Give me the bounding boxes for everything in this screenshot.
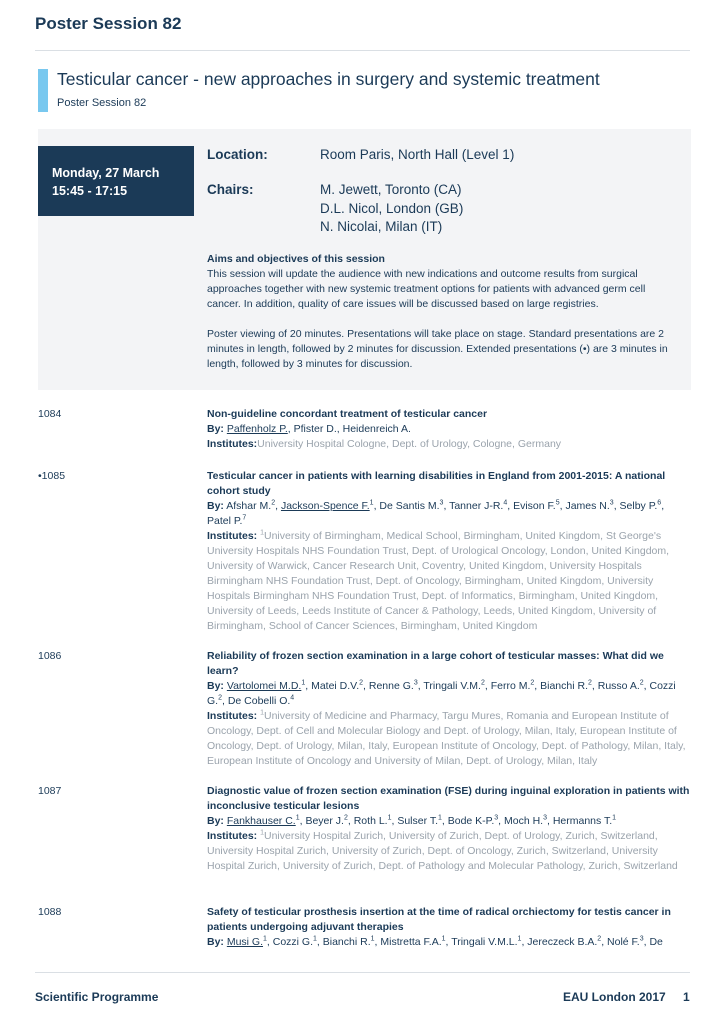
- abstract-number: 1086: [38, 650, 62, 662]
- viewing-text: Poster viewing of 20 minutes. Presentations will take place on stage. Standard presentations are 2 minutes in length, followed by 2 minutes for discussion. Extended presentations (•) are 3 minutes in length, followed by 3 minutes for discussion.: [207, 328, 668, 370]
- footer-programme: Scientific Programme: [35, 990, 159, 1004]
- abstract-institutes: Institutes: $^1$University Hospital Zurich, University of Zurich, Dept. of Urology, Zurich, Switzerland, University Hospital Zurich, University of Zurich, Dept. of Oncology, Zurich, Switzerland, University Hospital Zurich, University of Zurich, Dept. of Pathology and Molecular Pathology, Zurich, Switzerland: [207, 829, 678, 872]
- chair-item: M. Jewett, Toronto (CA): [320, 182, 462, 197]
- abstract-institutes: Institutes:University Hospital Cologne, Dept. of Urology, Cologne, Germany: [207, 438, 562, 450]
- abstract-number: 1087: [38, 785, 62, 797]
- abstract-title[interactable]: Diagnostic value of frozen section examination (FSE) during inguinal exploration in patients with inconclusive testicular lesions: [207, 785, 690, 812]
- abstract-title[interactable]: Reliability of frozen section examination in a large cohort of testicular masses: What did we learn?: [207, 650, 664, 677]
- abstract-authors: By: Fankhauser C.$^1$, Beyer J.$^2$, Roth L.$^1$, Sulser T.$^1$, Bode K-P.$^3$, Moch H.$^3$, Hermanns T.$^1$: [207, 814, 617, 827]
- presenter-name: Jackson-Spence F.: [280, 500, 370, 512]
- presenter-name: Vartolomei M.D.: [226, 680, 302, 692]
- chair-item: D.L. Nicol, London (GB): [320, 200, 464, 216]
- abstract-title[interactable]: Non-guideline concordant treatment of testicular cancer: [207, 408, 488, 420]
- chairs-list: [320, 181, 463, 237]
- abstract-authors: By: Musi G.$^1$, Cozzi G.$^1$, Bianchi R.$^1$, Mistretta F.A.$^1$, Tringali V.M.L.$^1$, Jereczeck B.A.$^2$, Nolé F.$^3$, De: [207, 935, 663, 948]
- footer-event: EAU London 2017: [563, 990, 666, 1004]
- abstract-authors: By: Vartolomei M.D.$^1$, Matei D.V.$^2$, Renne G.$^3$, Tringali V.M.$^2$, Ferro M.$^2$, Bianchi R.$^2$, Russo A.$^2$, Cozzi G.$^2$, De Cobelli O.$^4$: [207, 679, 676, 707]
- abstract-institutes: Institutes: $^1$University of Medicine and Pharmacy, Targu Mures, Romania and European Institute of Oncology, Dept. of Cell and Molecular Biology and Dept. of Urology, Milan, Italy, European Institute of Oncology, Dept. of Urology, Milan, Italy, European Institute of Oncology, Dept. of Pathology, Milan, Italy, European Institute of Oncology and University of Milan, Dept. of Urology, Milan, Italy: [207, 709, 686, 767]
- session-subtitle: Poster Session 82: [57, 97, 147, 109]
- location-value: Room Paris, North Hall (Level 1): [320, 147, 515, 162]
- abstract-title[interactable]: Testicular cancer in patients with learning disabilities in England from 2001-2015: A national cohort study: [207, 470, 666, 497]
- presenter-name: Musi G.: [226, 936, 264, 948]
- header-divider: [35, 50, 690, 51]
- session-aims: [207, 252, 677, 372]
- session-datetime-box: [38, 146, 194, 216]
- abstract-number: 1084: [38, 408, 62, 420]
- chair-item: N. Nicolai, Milan (IT): [320, 219, 443, 234]
- abstract-authors: By: Paffenholz P., Pfister D., Heidenreich A.: [207, 423, 411, 435]
- chairs-label: Chairs:: [207, 182, 254, 197]
- session-date: Monday, 27 March: [52, 166, 160, 180]
- presenter-name: Fankhauser C.: [226, 815, 296, 827]
- session-accent-bar: [38, 69, 48, 112]
- location-label: Location:: [207, 147, 268, 162]
- footer-divider: [35, 972, 690, 973]
- abstract-authors: By: Afshar M.$^2$, Jackson-Spence F.$^1$, De Santis M.$^3$, Tanner J-R.$^4$, Evison F.$^5$, James N.$^3$, Selby P.$^6$, Patel P.$^7$: [207, 499, 665, 527]
- session-title: Testicular cancer - new approaches in surgery and systemic treatment: [57, 69, 600, 89]
- abstract-number: 1088: [38, 906, 62, 918]
- abstract-institutes: Institutes: $^1$University of Birmingham, Medical School, Birmingham, United Kingdom, St George's University Hospitals NHS Foundation Trust, Dept. of Urological Oncology, London, United Kingdom, University of Warwick, Cancer Research Unit, Coventry, United Kingdom, University Hospitals Birmingham NHS Foundation Trust, Dept. of Oncology, Birmingham, United Kingdom, University Hospitals Birmingham NHS Foundation Trust, Dept. of Informatics, Birmingham, United Kingdom, University of Leeds, Leeds Institute of Cancer & Pathology, Leeds, United Kingdom, University of Birmingham, School of Cancer Sciences, Birmingham, United Kingdom: [207, 529, 670, 632]
- page-header-title: Poster Session 82: [35, 14, 182, 33]
- aims-text: This session will update the audience with new indications and outcome results from surgical approaches together with new systemic treatment options for patients with advanced germ cell cancer. In addition, quality of care issues will be discussed based on large registries.: [207, 268, 646, 310]
- abstract-number: •1085: [38, 470, 66, 482]
- presenter-name: Paffenholz P.: [226, 423, 288, 435]
- session-time: 15:45 - 17:15: [52, 184, 128, 198]
- footer-page-number: 1: [683, 990, 690, 1004]
- abstract-title[interactable]: Safety of testicular prosthesis insertion at the time of radical orchiectomy for testis cancer in patients undergoing adjuvant therapies: [207, 906, 671, 933]
- aims-title: Aims and objectives of this session: [207, 253, 385, 265]
